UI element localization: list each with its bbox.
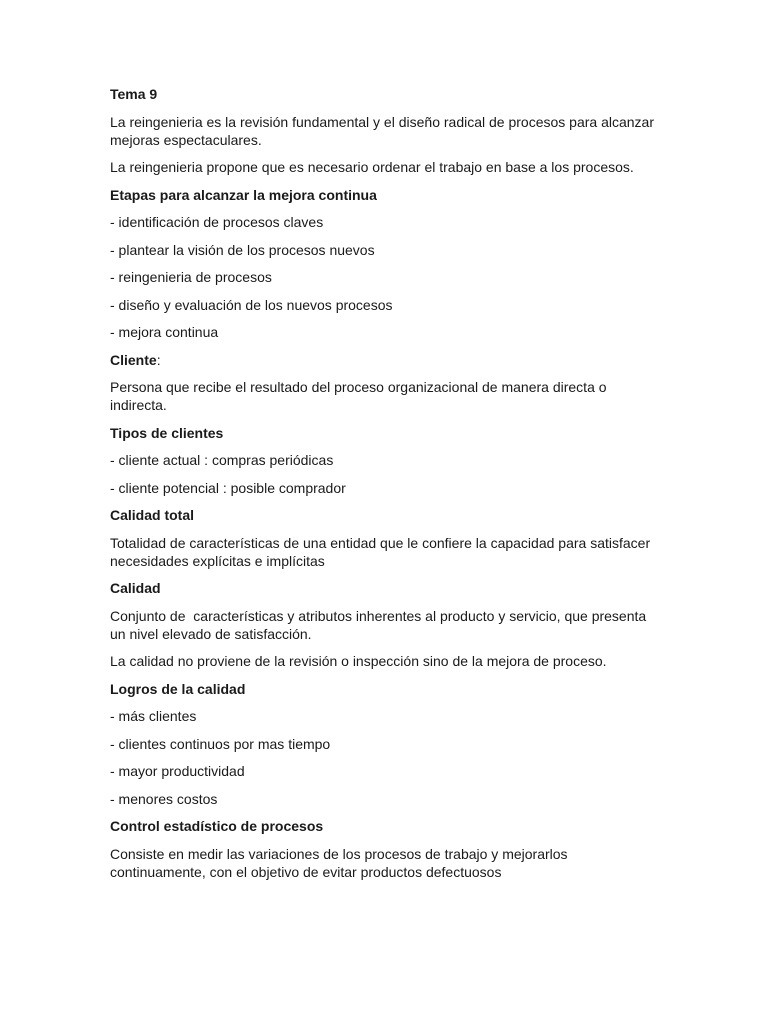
- logros-list-item: - clientes continuos por mas tiempo: [110, 735, 331, 752]
- tipos-clientes-list-item: - cliente actual : compras periódicas: [110, 452, 334, 468]
- calidad-definition: Conjunto de características y atributos inherentes al producto y servicio, que presenta un nivel elevado de satisfacción.: [110, 607, 651, 642]
- etapas-list-item: - plantear la visión de los procesos nuevos: [110, 241, 375, 258]
- etapas-list-item: - diseño y evaluación de los nuevos procesos: [110, 296, 393, 313]
- etapas-list-item: - identificación de procesos claves: [110, 214, 324, 230]
- logros-list-item: - más clientes: [110, 708, 197, 724]
- etapas-list-item: - reingenieria de procesos: [110, 269, 272, 285]
- calidad-heading: Calidad: [110, 580, 161, 596]
- etapas-heading: Etapas para alcanzar la mejora continua: [110, 186, 377, 203]
- intro-paragraph: La reingenieria propone que es necesario ordenar el trabajo en base a los procesos.: [110, 159, 634, 175]
- calidad-total-definition: Totalidad de características de una entidad que le confiere la capacidad para satisfacer necesidades explícitas e implícitas: [110, 534, 651, 569]
- logros-list-item: - menores costos: [110, 790, 218, 807]
- cliente-heading-line: [110, 351, 655, 369]
- tipos-clientes-list-item: - cliente potencial : posible comprador: [110, 479, 346, 496]
- document-content: [110, 85, 655, 890]
- intro-paragraph: La reingenieria es la revisión fundamental y el diseño radical de procesos para alcanzar mejoras espectaculares.: [110, 113, 654, 148]
- calidad-total-heading: Calidad total: [110, 507, 195, 523]
- calidad-note: La calidad no proviene de la revisión o inspección sino de la mejora de proceso.: [110, 653, 607, 669]
- document-title: Tema 9: [110, 86, 158, 102]
- cliente-colon: :: [156, 351, 161, 368]
- control-heading: Control estadístico de procesos: [110, 818, 324, 834]
- logros-heading: Logros de la calidad: [110, 680, 246, 697]
- cliente-heading: Cliente: [110, 351, 157, 368]
- tipos-clientes-heading: Tipos de clientes: [110, 424, 224, 441]
- logros-list-item: - mayor productividad: [110, 763, 245, 779]
- control-definition: Consiste en medir las variaciones de los procesos de trabajo y mejorarlos continuamente, con el objetivo de evitar productos defectuosos: [110, 845, 568, 880]
- etapas-list-item: - mejora continua: [110, 324, 219, 340]
- cliente-definition: Persona que recibe el resultado del proceso organizacional de manera directa o indirecta.: [110, 379, 607, 413]
